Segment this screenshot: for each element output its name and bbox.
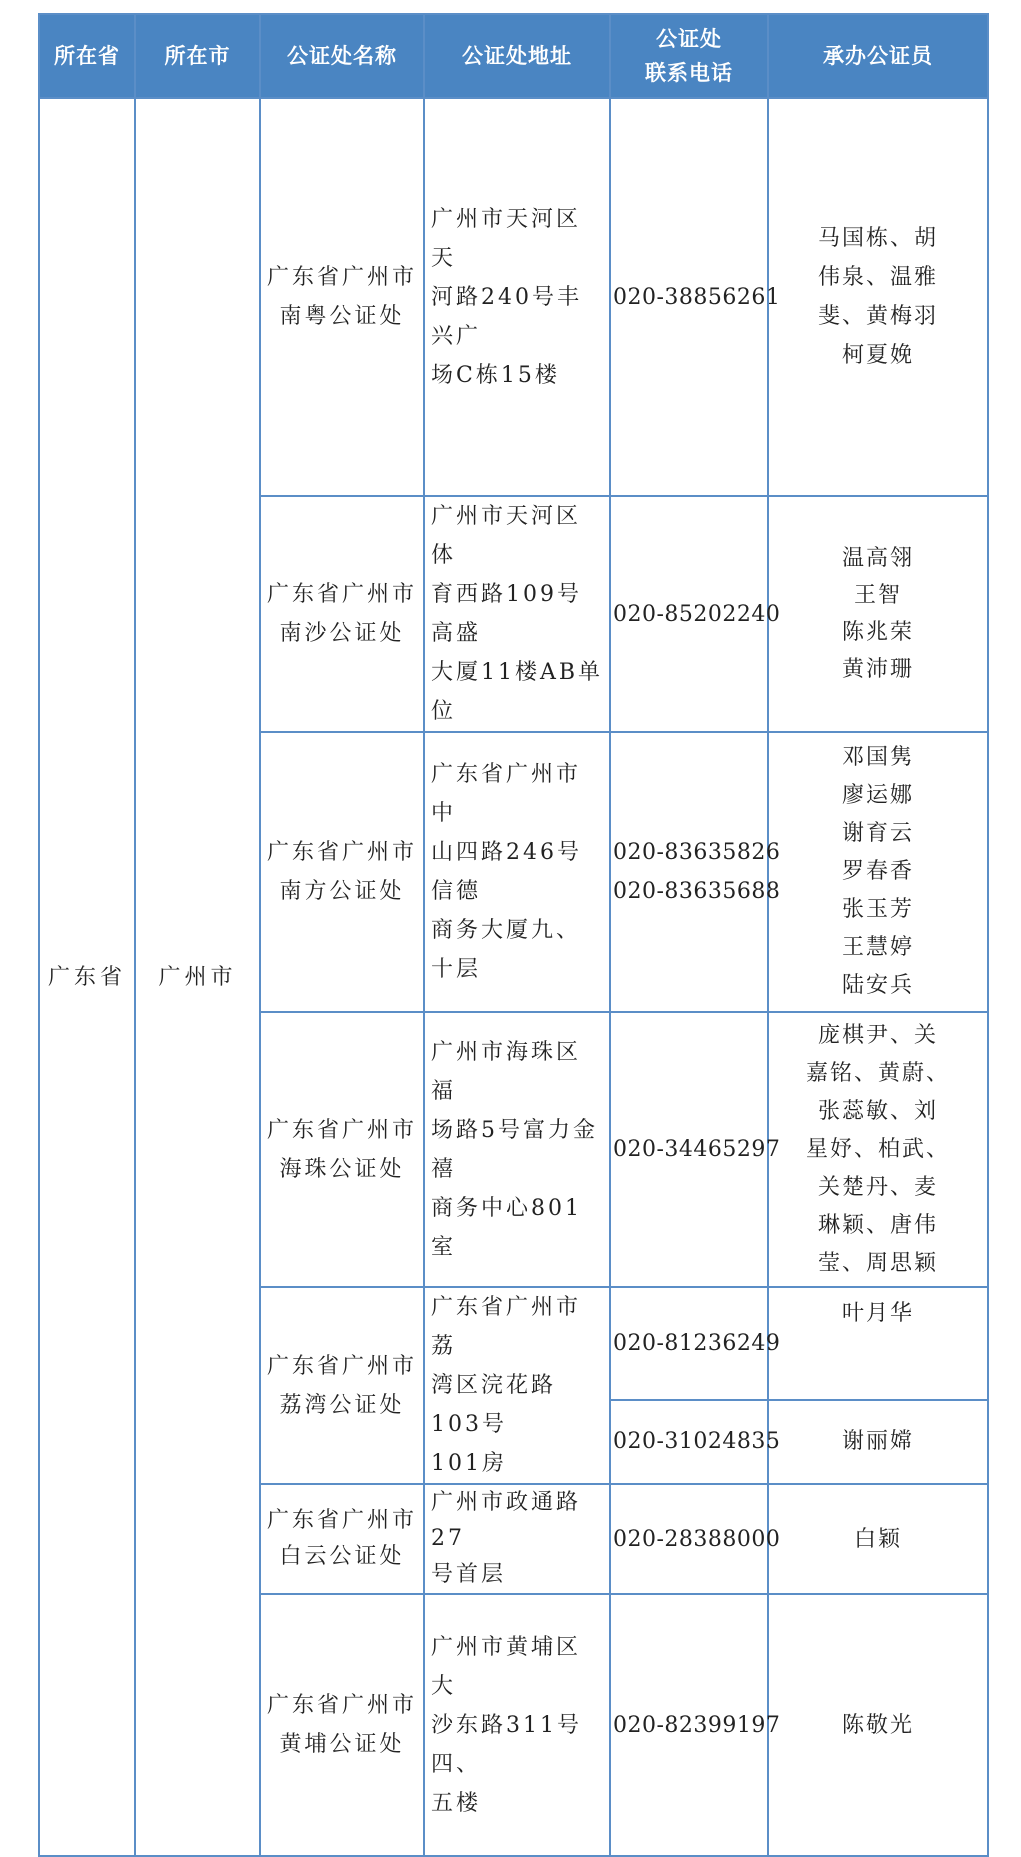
phone-line: 020-34465297 (613, 1137, 781, 1162)
office-address-cell (424, 1287, 610, 1484)
staff-line: 叶月华 (841, 1301, 914, 1326)
address-line: 商务大厦九、十层 (431, 918, 582, 982)
office-phone-cell (610, 732, 781, 1012)
header-office-address: 公证处地址 (424, 14, 610, 98)
office-name-cell (260, 1287, 424, 1484)
staff-line: 庞棋尹、关 (817, 1022, 938, 1048)
address-line: 五楼 (431, 1790, 482, 1816)
staff-line: 嘉铭、黄蔚、 (805, 1060, 950, 1086)
city-cell: 广州市 (135, 98, 260, 1856)
office-name-line: 广东省广州市 (266, 840, 417, 865)
address-line: 广州市海珠区福 (431, 1039, 582, 1104)
office-name-line: 黄埔公证处 (279, 1732, 405, 1757)
office-phone-cell (610, 98, 781, 496)
phone-line: 020-38856261 (613, 284, 781, 310)
table-row (39, 98, 988, 496)
office-address-cell (424, 732, 610, 1012)
office-phone-cell (610, 1400, 781, 1484)
staff-line: 谢育云 (841, 821, 914, 846)
staff-line: 马国栋、胡 (817, 226, 938, 251)
staff-line: 邓国隽 (841, 745, 914, 770)
office-name-line: 广东省广州市 (266, 582, 417, 607)
office-name-cell (260, 98, 424, 496)
address-line: 场C栋15楼 (431, 362, 560, 388)
staff-line: 陈兆荣 (841, 620, 914, 645)
address-line: 场路5号富力金禧 (431, 1117, 598, 1182)
office-phone-cell (610, 1594, 781, 1856)
office-address-cell (424, 98, 610, 496)
office-name-line: 南沙公证处 (279, 621, 405, 646)
table-header-row (39, 14, 988, 98)
phone-line: 020-31024835 (613, 1429, 781, 1455)
header-phone-line: 联系电话 (645, 61, 733, 85)
office-address-cell (424, 496, 610, 732)
address-line: 号首层 (431, 1562, 507, 1587)
staff-line: 张蕊敏、刘 (817, 1098, 938, 1124)
header-office-name: 公证处名称 (260, 14, 424, 98)
header-notary-staff: 承办公证员 (768, 14, 988, 98)
office-name-cell (260, 1594, 424, 1856)
office-name-line: 白云公证处 (279, 1544, 405, 1569)
notary-staff-cell (768, 732, 988, 1012)
office-name-line: 荔湾公证处 (279, 1392, 405, 1418)
notary-staff-cell (768, 1484, 988, 1594)
header-province: 所在省 (39, 14, 135, 98)
notary-staff-cell (768, 496, 988, 732)
office-name-line: 广东省广州市 (266, 1353, 417, 1379)
office-address-cell (424, 1594, 610, 1856)
staff-line: 罗春香 (841, 859, 914, 884)
address-line: 广东省广州市中 (431, 762, 582, 826)
office-address-cell (424, 1484, 610, 1594)
phone-line: 020-85202240 (613, 601, 781, 627)
office-name-line: 广东省广州市 (266, 1117, 417, 1143)
staff-line: 伟泉、温雅 (817, 265, 938, 290)
office-name-line: 海珠公证处 (279, 1156, 405, 1182)
address-line: 山四路246号信德 (431, 840, 582, 904)
address-line: 广州市政通路27 (431, 1490, 582, 1551)
address-line: 河路240号丰兴广 (431, 284, 582, 349)
staff-line: 琳颖、唐伟 (817, 1212, 938, 1238)
address-line: 育西路109号高盛 (431, 582, 582, 646)
staff-line: 白颖 (853, 1526, 902, 1552)
header-office-phone (610, 14, 768, 98)
staff-line: 柯夏娩 (841, 343, 914, 368)
office-name-line: 广东省广州市 (266, 1693, 417, 1718)
address-line: 沙东路311号四、 (431, 1712, 582, 1777)
office-phone-cell (610, 1484, 781, 1594)
office-address-cell (424, 1012, 610, 1287)
office-name-line: 广东省广州市 (266, 1508, 417, 1533)
header-phone-line: 公证处 (656, 27, 722, 51)
office-name-cell (260, 1484, 424, 1594)
phone-line: 020-82399197 (613, 1712, 781, 1738)
address-line: 大厦11楼AB单位 (431, 660, 604, 724)
office-phone-cell (610, 1287, 781, 1400)
header-city: 所在市 (135, 14, 260, 98)
address-line: 广州市黄埔区大 (431, 1634, 582, 1699)
office-phone-cell (610, 1012, 781, 1287)
notary-office-table (38, 13, 989, 1857)
staff-line: 星妤、柏武、 (805, 1136, 950, 1162)
office-name-line: 广东省广州市 (266, 265, 417, 290)
notary-staff-cell (768, 1287, 988, 1400)
notary-staff-cell (768, 98, 988, 496)
office-name-cell (260, 732, 424, 1012)
address-line: 广东省广州市荔 (431, 1295, 582, 1359)
address-line: 101房 (431, 1451, 507, 1476)
staff-line: 关楚丹、麦 (817, 1174, 938, 1200)
address-line: 商务中心801室 (431, 1195, 582, 1260)
office-name-line: 南方公证处 (279, 879, 405, 904)
staff-line: 张玉芳 (841, 897, 914, 922)
staff-line: 谢丽嫦 (841, 1429, 914, 1455)
staff-line: 陆安兵 (841, 973, 914, 998)
staff-line: 莹、周思颖 (817, 1250, 938, 1276)
staff-line: 王慧婷 (841, 935, 914, 960)
address-line: 湾区浣花路103号 (431, 1373, 557, 1437)
notary-staff-cell (768, 1594, 988, 1856)
province-cell: 广东省 (39, 98, 135, 1856)
notary-staff-cell (768, 1012, 988, 1287)
phone-line: 020-28388000 (613, 1526, 781, 1552)
staff-line: 温高翎 (841, 546, 914, 571)
office-name-line: 南粤公证处 (279, 304, 405, 329)
notary-staff-cell (768, 1400, 988, 1484)
address-line: 广州市天河区体 (431, 504, 582, 568)
phone-line: 020-83635688 (613, 879, 781, 904)
office-name-cell (260, 1012, 424, 1287)
staff-line: 廖运娜 (841, 783, 914, 808)
office-name-cell (260, 496, 424, 732)
staff-line: 陈敬光 (841, 1712, 914, 1738)
address-line: 广州市天河区天 (431, 206, 582, 271)
office-phone-cell (610, 496, 781, 732)
notary-office-table-wrapper (38, 13, 987, 1816)
staff-line: 王智 (853, 583, 902, 608)
phone-line: 020-83635826 (613, 840, 781, 865)
staff-line: 黄沛珊 (841, 657, 914, 682)
staff-line: 斐、黄梅羽 (817, 304, 938, 329)
phone-line: 020-81236249 (613, 1330, 781, 1356)
